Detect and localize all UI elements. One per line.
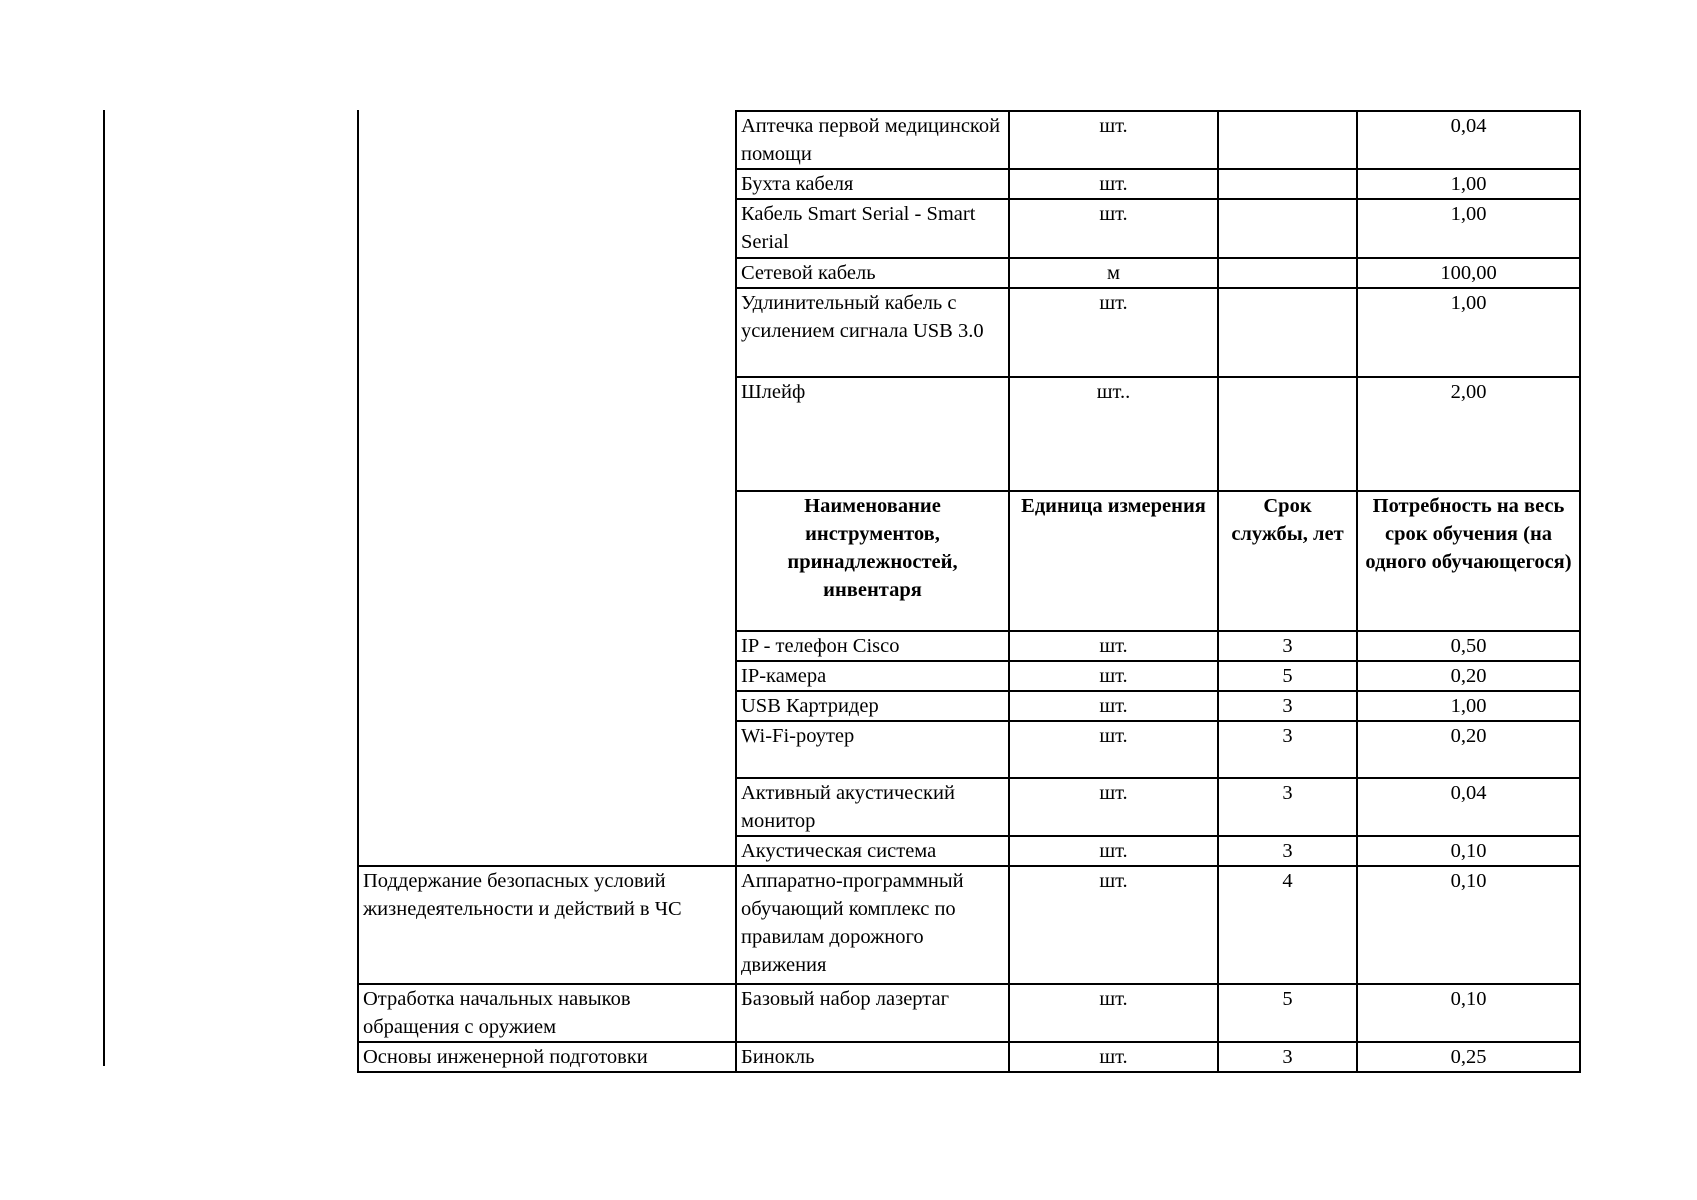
table-row <box>358 631 1580 661</box>
header-life: Срок службы, лет <box>1218 491 1357 631</box>
topic-cell: Основы инженерной подготовки <box>358 1042 736 1072</box>
table-row <box>358 111 1580 169</box>
item-unit: шт. <box>1009 111 1218 169</box>
item-unit: шт. <box>1009 1042 1218 1072</box>
empty-topic-cell <box>358 258 736 288</box>
item-unit: шт.. <box>1009 377 1218 491</box>
item-unit: шт. <box>1009 288 1218 377</box>
item-life: 3 <box>1218 836 1357 866</box>
empty-topic-cell <box>358 661 736 691</box>
item-unit: шт. <box>1009 631 1218 661</box>
table-row <box>358 778 1580 836</box>
empty-topic-cell <box>358 111 736 169</box>
table-row <box>358 1042 1580 1072</box>
item-need: 1,00 <box>1357 288 1580 377</box>
item-need: 0,04 <box>1357 111 1580 169</box>
item-name: Аптечка первой медицинской помощи <box>736 111 1009 169</box>
empty-topic-cell <box>358 199 736 258</box>
item-need: 1,00 <box>1357 199 1580 258</box>
item-need: 0,10 <box>1357 984 1580 1042</box>
item-unit: шт. <box>1009 661 1218 691</box>
item-life <box>1218 111 1357 169</box>
header-need: Потребность на весь срок обучения (на одного обучающегося) <box>1357 491 1580 631</box>
left-margin-rule <box>103 110 105 1066</box>
table-header-row <box>358 491 1580 631</box>
item-need: 1,00 <box>1357 169 1580 199</box>
table-row <box>358 199 1580 258</box>
table-row <box>358 836 1580 866</box>
empty-topic-cell <box>358 691 736 721</box>
item-unit: шт. <box>1009 984 1218 1042</box>
table-row <box>358 691 1580 721</box>
item-need: 0,20 <box>1357 661 1580 691</box>
equipment-table <box>357 110 1581 1073</box>
item-life: 3 <box>1218 631 1357 661</box>
empty-topic-cell <box>358 491 736 631</box>
item-unit: шт. <box>1009 169 1218 199</box>
item-name: IP-камера <box>736 661 1009 691</box>
item-life <box>1218 258 1357 288</box>
table-row <box>358 377 1580 491</box>
empty-topic-cell <box>358 721 736 778</box>
item-life <box>1218 288 1357 377</box>
empty-topic-cell <box>358 377 736 491</box>
item-name: Удлинительный кабель с усилением сигнала USB 3.0 <box>736 288 1009 377</box>
empty-topic-cell <box>358 778 736 836</box>
item-unit: шт. <box>1009 691 1218 721</box>
item-life: 3 <box>1218 1042 1357 1072</box>
table-row <box>358 984 1580 1042</box>
table-row <box>358 866 1580 984</box>
item-name: Сетевой кабель <box>736 258 1009 288</box>
table-row <box>358 288 1580 377</box>
item-need: 0,10 <box>1357 836 1580 866</box>
item-unit: шт. <box>1009 199 1218 258</box>
item-need: 0,04 <box>1357 778 1580 836</box>
item-name: Кабель Smart Serial - Smart Serial <box>736 199 1009 258</box>
table-row <box>358 169 1580 199</box>
item-need: 1,00 <box>1357 691 1580 721</box>
item-life: 4 <box>1218 866 1357 984</box>
empty-topic-cell <box>358 836 736 866</box>
table-row <box>358 661 1580 691</box>
item-life: 3 <box>1218 778 1357 836</box>
item-need: 2,00 <box>1357 377 1580 491</box>
item-life: 3 <box>1218 691 1357 721</box>
item-name: Активный акустический монитор <box>736 778 1009 836</box>
item-need: 0,10 <box>1357 866 1580 984</box>
item-name: USB Картридер <box>736 691 1009 721</box>
topic-cell: Отработка начальных навыков обращения с оружием <box>358 984 736 1042</box>
item-name: Бинокль <box>736 1042 1009 1072</box>
item-life <box>1218 169 1357 199</box>
empty-topic-cell <box>358 288 736 377</box>
table-row <box>358 258 1580 288</box>
header-unit: Единица измерения <box>1009 491 1218 631</box>
item-need: 0,25 <box>1357 1042 1580 1072</box>
item-name: Аппаратно-программный обучающий комплекс по правилам дорожного движения <box>736 866 1009 984</box>
item-life: 5 <box>1218 984 1357 1042</box>
item-name: IP - телефон Cisco <box>736 631 1009 661</box>
item-life <box>1218 377 1357 491</box>
item-need: 0,20 <box>1357 721 1580 778</box>
item-need: 100,00 <box>1357 258 1580 288</box>
item-unit: м <box>1009 258 1218 288</box>
item-life: 5 <box>1218 661 1357 691</box>
item-name: Шлейф <box>736 377 1009 491</box>
item-life <box>1218 199 1357 258</box>
empty-topic-cell <box>358 169 736 199</box>
item-life: 3 <box>1218 721 1357 778</box>
item-unit: шт. <box>1009 778 1218 836</box>
table-row <box>358 721 1580 778</box>
item-need: 0,50 <box>1357 631 1580 661</box>
item-unit: шт. <box>1009 866 1218 984</box>
empty-topic-cell <box>358 631 736 661</box>
item-unit: шт. <box>1009 836 1218 866</box>
topic-cell: Поддержание безопасных условий жизнедеятельности и действий в ЧС <box>358 866 736 984</box>
item-name: Акустическая система <box>736 836 1009 866</box>
item-name: Базовый набор лазертаг <box>736 984 1009 1042</box>
item-name: Бухта кабеля <box>736 169 1009 199</box>
item-unit: шт. <box>1009 721 1218 778</box>
header-name: Наименование инструментов, принадлежностей, инвентаря <box>736 491 1009 631</box>
item-name: Wi-Fi-роутер <box>736 721 1009 778</box>
